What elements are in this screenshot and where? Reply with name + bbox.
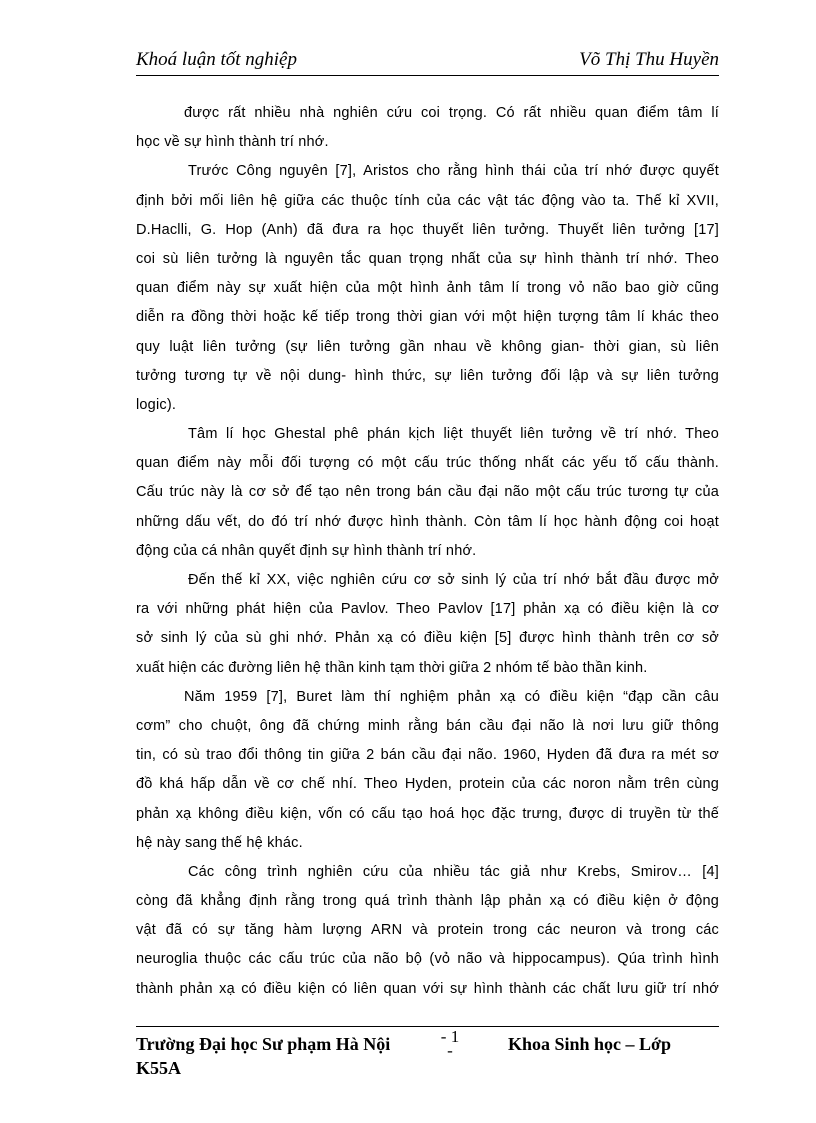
footer-divider bbox=[136, 1026, 719, 1027]
text-line: định bởi mối liên hệ giữa các thuộc tính của các vật tác động vào ta. Thế kỉ XVII, bbox=[136, 192, 719, 209]
text-line: những dấu vết, do đó trí nhớ được hình thành. Còn tâm lí học hành động coi hoạt bbox=[136, 513, 719, 530]
footer-university bbox=[136, 1032, 426, 1080]
text-line: vật đã có sự tăng hàm lượng ARN và protein trong các neuron và trong các bbox=[136, 922, 719, 939]
text-line: xuất hiện các đường liên hệ thần kinh tạm thời giữa 2 nhóm tế bào thần kinh. bbox=[136, 659, 648, 676]
text-line: quan điểm này mỗi đối tượng có một cấu trúc thống nhất các yếu tố cấu thành. bbox=[136, 455, 719, 472]
text-line: động của cá nhân quyết định sự hình thành trí nhớ. bbox=[136, 542, 477, 559]
document-body bbox=[136, 99, 719, 1004]
text-line: Năm 1959 [7], Buret làm thí nghiệm phản xạ có điều kiện “đạp cần câu bbox=[184, 688, 719, 705]
text-line: được rất nhiều nhà nghiên cứu coi trọng. Có rất nhiều quan điểm tâm lí bbox=[184, 105, 719, 121]
text-line: ra với những phát hiện của Pavlov. Theo Pavlov [17] phản xạ có điều kiện là cơ bbox=[136, 601, 719, 618]
text-line: neuroglia thuộc các cấu trúc của não bộ (vỏ não và hippocampus). Qúa trình hình bbox=[136, 951, 719, 968]
page-number: - 1 - bbox=[440, 1027, 460, 1060]
paragraph bbox=[136, 157, 719, 420]
text-line: còng đã khẳng định rằng trong quá trình thành lập phản xạ có điều kiện ở động bbox=[136, 893, 719, 910]
text-line: Các công trình nghiên cứu của nhiều tác giả như Krebs, Smirov… [4] bbox=[188, 863, 719, 880]
text-line: quan điểm này sự xuất hiện của một hình ảnh tâm lí trong vỏ não bao giờ cũng bbox=[136, 280, 719, 297]
text-line: phản xạ không điều kiện, vốn có cấu tạo hoá học đặc trưng, được di truyền từ thế bbox=[136, 805, 719, 822]
paragraph bbox=[136, 420, 719, 566]
header-thesis-title: Khoá luận tốt nghiệp bbox=[136, 49, 297, 70]
text-line: quy luật liên tưởng (sự liên tưởng gần nhau về không gian- thời gian, sù liên bbox=[136, 338, 719, 355]
text-line: thành phản xạ có điều kiện có liên quan với sự hình thành các chất lưu giữ trí nhớ bbox=[136, 980, 719, 997]
paragraph bbox=[136, 858, 719, 1004]
header-divider bbox=[136, 75, 719, 76]
text-line: tin, có sù trao đổi thông tin giữa 2 bán cầu đại não. 1960, Hyden đã đưa ra mét sơ bbox=[136, 747, 719, 764]
text-line: cơm” cho chuột, ông đã chứng minh rằng bán cầu đại não là nơi lưu giữ thông bbox=[136, 717, 719, 734]
text-line: hệ này sang thế hệ khác. bbox=[136, 834, 303, 851]
text-line: D.Haclli, G. Hop (Anh) đã đưa ra học thuyết liên tưởng. Thuyết liên tưởng [17] bbox=[136, 221, 719, 238]
text-line: Cấu trúc này là cơ sở để tạo nên trong bán cầu đại não một cấu trúc tương tự của bbox=[136, 484, 719, 501]
text-line: học về sự hình thành trí nhớ. bbox=[136, 134, 329, 151]
paragraph bbox=[136, 683, 719, 858]
paragraph bbox=[136, 99, 719, 157]
header-author: Võ Thị Thu Huyền bbox=[579, 49, 719, 70]
text-line: coi sù liên tưởng là nguyên tắc quan trọng nhất của sự hình thành trí nhớ. Theo bbox=[136, 250, 719, 267]
text-line: Tâm lí học Ghestal phê phán kịch liệt thuyết liên tưởng về trí nhớ. Theo bbox=[188, 426, 719, 443]
page-header bbox=[136, 46, 719, 76]
text-line: đồ khá hấp dẫn về cơ chế nhí. Theo Hyden, protein của các noron nằm trên cùng bbox=[136, 776, 719, 793]
text-line: tưởng tương tự về nội dung- hình thức, sự liên tưởng đối lập và sự liên tưởng bbox=[136, 367, 719, 384]
footer-university-name: Trường Đại học Sư phạm Hà Nội bbox=[136, 1034, 391, 1054]
footer-faculty: Khoa Sinh học – Lớp bbox=[508, 1034, 672, 1054]
footer-class-code: K55A bbox=[136, 1058, 181, 1078]
paragraph bbox=[136, 566, 719, 683]
page-footer bbox=[136, 1026, 719, 1078]
text-line: Đến thế kỉ XX, việc nghiên cứu cơ sở sinh lý của trí nhớ bắt đầu được mở bbox=[188, 572, 719, 588]
text-line: sở sinh lý của sù ghi nhớ. Phản xạ có điều kiện [5] được hình thành trên cơ sở bbox=[136, 630, 719, 647]
text-line: Trước Công nguyên [7], Aristos cho rằng hình thái của trí nhớ được quyết bbox=[188, 163, 719, 180]
text-line: logic). bbox=[136, 396, 177, 413]
text-line: diễn ra đồng thời hoặc kế tiếp trong thời gian với một hiện tượng tâm lí khác theo bbox=[136, 309, 719, 326]
